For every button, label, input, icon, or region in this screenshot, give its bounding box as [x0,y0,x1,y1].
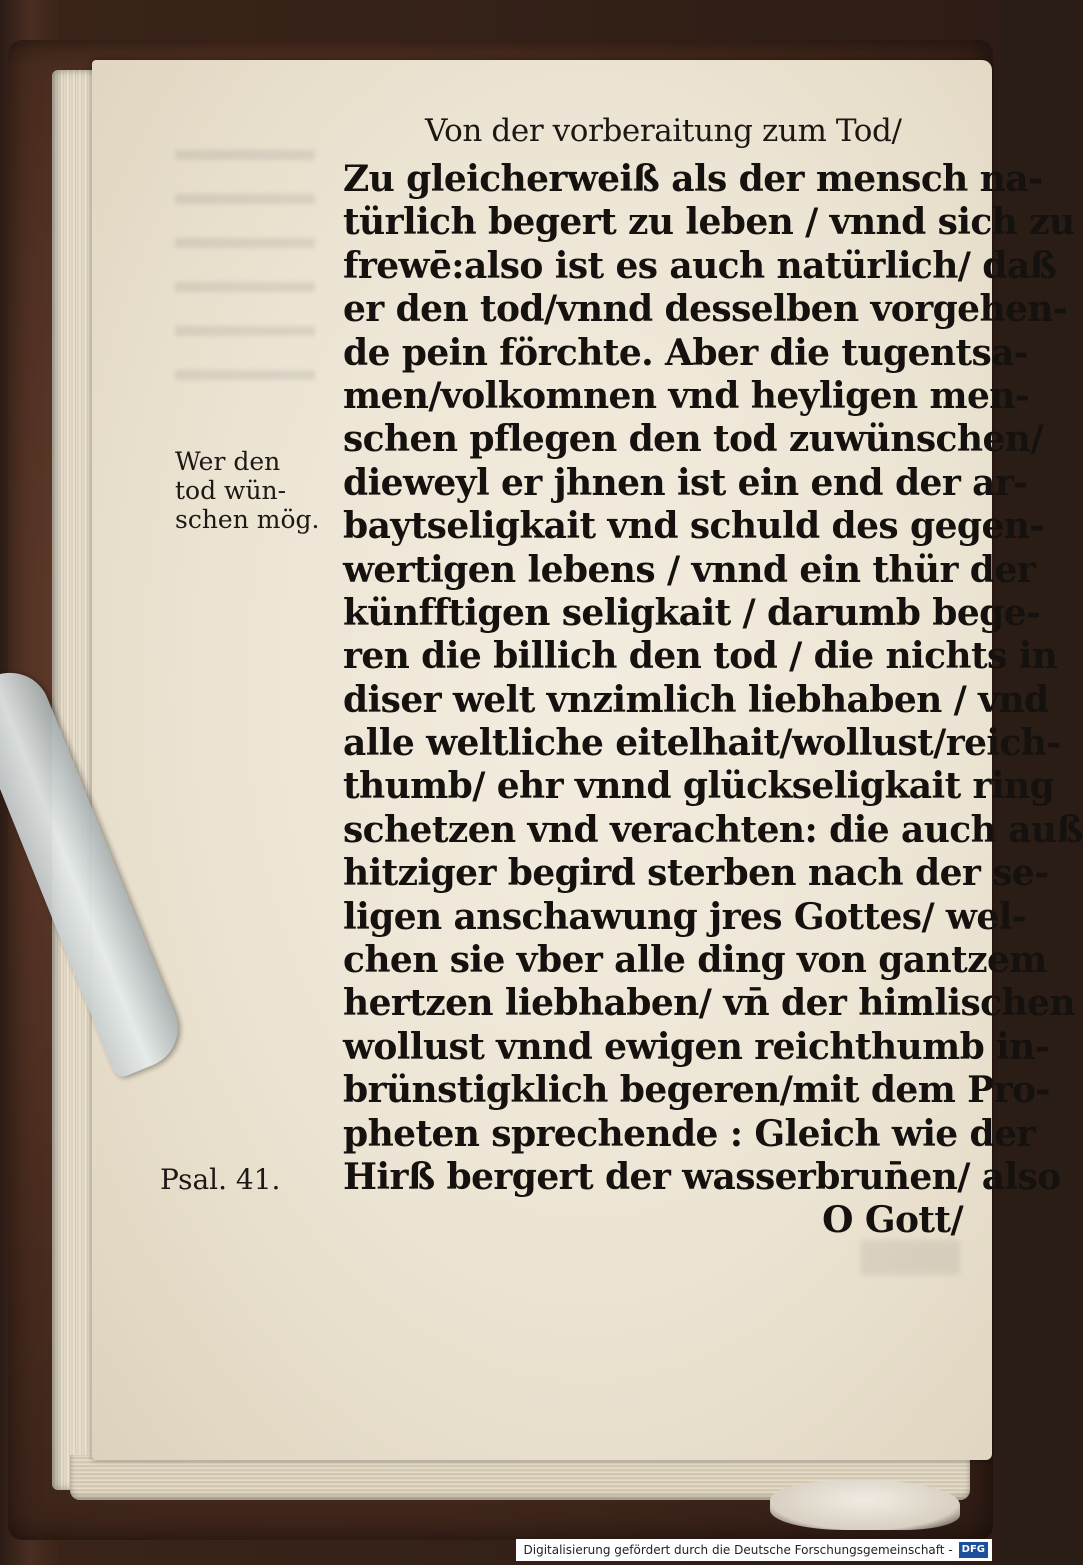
marginal-note-line: tod wün- [175,476,287,505]
marginal-note-line: schen mög. [175,505,320,534]
text-line: chen sie vber alle ding von gantzem [343,939,1047,982]
text-line: ren die billich den tod / die nichts in [343,635,1058,678]
text-line: Hirß bergert der wasserbrun̄en/ also [343,1155,1061,1198]
text-line: diser welt vnzimlich liebhaben / vnd [343,678,1049,721]
text-line: ligen anschawung jres Gottes/ wel- [343,895,1027,938]
marginal-reference: Psal. 41. [160,1163,281,1196]
catchword: O Gott/ [822,1199,963,1242]
text-line: Zu gleicherweiß als der mensch na- [343,158,1043,200]
show-through [175,150,315,380]
text-line: pheten sprechende : Gleich wie der [343,1112,1035,1155]
text-line: türlich begert zu leben / vnnd sich zu [343,201,1075,244]
show-through-bottom [860,1240,960,1275]
text-line: wollust vnnd ewigen reichthumb in- [343,1025,1050,1068]
body-text [343,158,1083,1243]
marginal-note [175,447,319,534]
text-line: frewē:also ist es auch natürlich/ daß [343,244,1057,287]
text-line: alle weltliche eitelhait/wollust/reich- [343,722,1061,765]
text-line: men/volkomnen vnd heyligen men- [343,374,1030,417]
marginal-note-line: Wer den [175,447,281,476]
text-line: thumb/ ehr vnnd glückseligkait ring [343,765,1055,808]
dfg-footer [516,1539,993,1561]
text-line: dieweyl er jhnen ist ein end der ar- [343,461,1028,504]
text-line: schen pflegen den tod zuwünschen/ [343,418,1043,461]
text-line: de pein förchte. Aber die tugentsa- [343,331,1029,374]
text-line: baytseligkait vnd schuld des gegen- [343,505,1044,548]
text-line: wertigen lebens / vnnd ein thür der [343,548,1036,591]
text-line: brünstigklich begeren/mit dem Pro- [343,1069,1050,1112]
text-line: künfftigen seligkait / darumb bege- [343,591,1041,634]
dfg-logo-icon: DFG [959,1542,988,1558]
text-line: hitziger begird sterben nach der se- [343,852,1049,895]
text-line: hertzen liebhaben/ vn̄ der himlischen [343,982,1075,1025]
footer-text: Digitalisierung gefördert durch die Deutsche Forschungsgemeinschaft - [523,1543,953,1557]
text-line: er den tod/vnnd desselben vorgehen- [343,288,1068,331]
running-header: Von der vorberaitung zum Tod/ [425,113,902,149]
text-line: schetzen vnd verachten: die auch auß [343,808,1083,851]
paper-tear [770,1480,960,1530]
